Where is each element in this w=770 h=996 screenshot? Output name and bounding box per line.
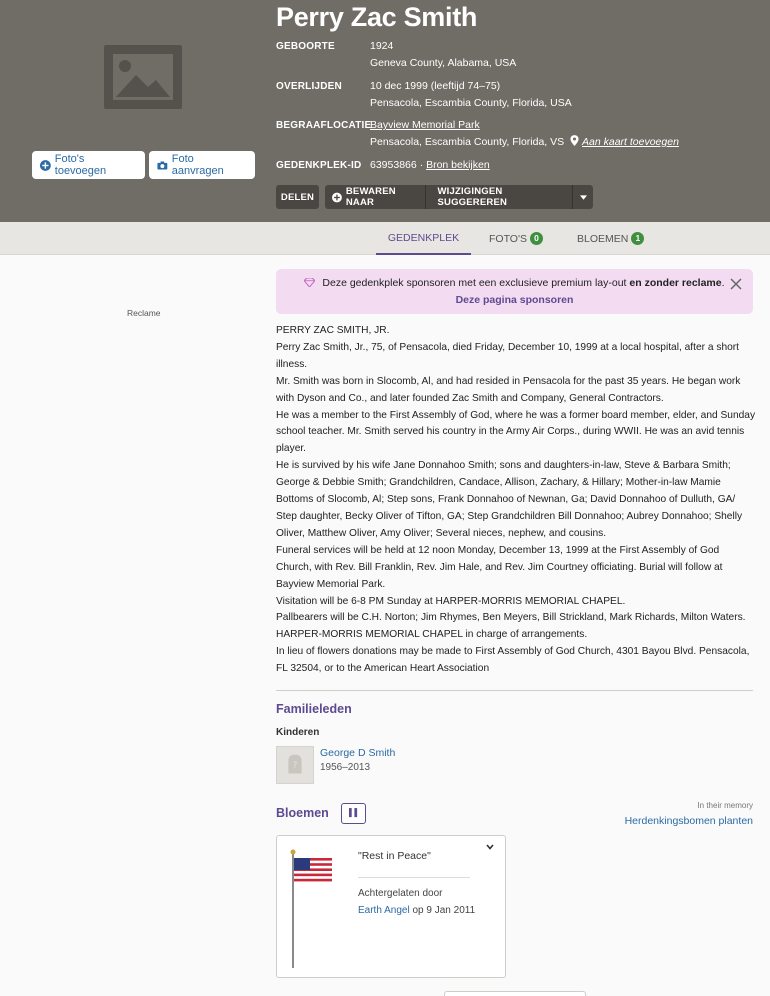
photos-count-badge: 0: [530, 232, 543, 245]
save-to-button[interactable]: [325, 185, 426, 209]
death-place: Pensacola, Escambia County, Florida, USA: [370, 97, 572, 109]
tab-memorial[interactable]: [376, 222, 471, 255]
birth-date: 1924: [370, 40, 394, 52]
plus-circle-icon: [332, 192, 342, 203]
burial-info: [370, 117, 679, 151]
death-info: [370, 78, 572, 112]
memorial-id-label: GEDENKPLEK-ID: [276, 160, 362, 171]
in-memory-label: In their memory: [697, 801, 753, 810]
sponsor-message: [276, 277, 753, 289]
ad-label: Reclame: [127, 308, 161, 318]
bio-paragraph: Mr. Smith was born in Slocomb, Al, and had resided in Pensacola for the past 35 years. He began work with Dyson and Co., and later founded Zac Smith and Company, General Contractors.: [276, 375, 741, 404]
memorial-id-info: [370, 157, 490, 174]
memorial-tabs: [0, 222, 770, 255]
bio-paragraph: PERRY ZAC SMITH, JR.: [276, 325, 390, 336]
birth-info: [370, 38, 516, 72]
headstone-icon: [277, 747, 313, 783]
image-placeholder-icon: [104, 45, 182, 109]
biography: [276, 323, 756, 678]
diamond-icon: [304, 278, 315, 287]
suggest-edits-button[interactable]: WIJZIGINGEN SUGGEREREN: [426, 185, 573, 209]
bio-paragraph: Pallbearers will be C.H. Norton; Jim Rhymes, Ben Meyers, Bill Strickland, Mark Richards, Milton Waters.: [276, 612, 746, 624]
burial-label: BEGRAAFLOCATIE: [276, 120, 372, 131]
section-divider: [276, 690, 753, 691]
flower-left-by: [358, 885, 478, 919]
sponsor-bold-text: en zonder reclame: [629, 277, 722, 289]
flower-date: op 9 Jan 2011: [412, 905, 476, 916]
action-group: [325, 185, 593, 209]
death-label: OVERLIJDEN: [276, 81, 342, 92]
request-photo-button[interactable]: [149, 151, 255, 179]
camera-icon: [157, 160, 168, 171]
next-card-edge: [444, 991, 586, 996]
bio-paragraph: In lieu of flowers donations may be made to First Assembly of God Church, 4301 Bayou Blvd. Pensacola, FL 32504, or to the American Heart Association: [276, 646, 750, 675]
tab-flowers-label: BLOEMEN: [577, 232, 629, 245]
plus-circle-icon: [40, 160, 51, 171]
add-photos-label: Foto's toevoegen: [54, 153, 107, 177]
bio-paragraph: Visitation will be 6-8 PM Sunday at HARPER-MORRIS MEMORIAL CHAPEL.: [276, 595, 626, 607]
birth-label: GEBOORTE: [276, 41, 335, 52]
plant-trees-link[interactable]: Herdenkingsbomen planten: [624, 815, 753, 827]
bio-paragraph: He is survived by his wife Jane Donnahoo Smith; sons and daughters-in-law, Steve & Barbara Smith; George & Debbie Smith; Grandchildren, Candace, Allison, Zachary, & Hillary; Mother-in-law Mamie Bottoms of Slocomb, Al; Step sons, Frank Donnahoo of Newnan, Ga; David Donnahoo of Dulluth, GA/ Step daughter, Becky Oliver of Tifton, GA; Step Grandchildren Bill Donnahoo; Aubrey Donnahoo; Shelly Oliver, Matthew Oliver, Amy Oliver; Several nieces, nephew, and cousins.: [276, 460, 743, 539]
children-label: Kinderen: [276, 727, 320, 738]
add-to-map-link[interactable]: Aan kaart toevoegen: [582, 136, 679, 148]
tab-memorial-label: GEDENKPLEK: [387, 231, 460, 244]
map-pin-icon: [570, 135, 579, 146]
bio-paragraph: Perry Zac Smith, Jr., 75, of Pensacola, died Friday, December 10, 1999 at a local hospital, after a short illness.: [276, 341, 740, 370]
pause-slideshow-button[interactable]: [341, 803, 366, 824]
death-date: 10 dec 1999 (leeftijd 74–75): [370, 80, 501, 92]
memorial-id-value: 63953866 ·: [370, 159, 424, 171]
cemetery-link[interactable]: Bayview Memorial Park: [370, 119, 480, 131]
add-photos-button[interactable]: [32, 151, 145, 179]
flower-message: "Rest in Peace": [358, 850, 431, 862]
tab-photos[interactable]: [489, 222, 543, 255]
left-by-prefix: Achtergelaten door: [358, 888, 443, 899]
tab-flowers[interactable]: [577, 222, 644, 255]
bio-paragraph: He was a member to the First Assembly of God, where he was a former board member, elder, and Sunday school teacher. Mr. Smith served his country in the Army Air Corps., during WWII. He was an avid tennis player.: [276, 409, 756, 455]
pause-icon: [342, 804, 365, 823]
memorial-name: Perry Zac Smith: [276, 2, 478, 32]
bio-paragraph: HARPER-MORRIS MEMORIAL CHAPEL in charge of arrangements.: [276, 629, 588, 641]
flowers-count-badge: 1: [631, 232, 644, 245]
card-separator: [358, 877, 470, 878]
share-button[interactable]: DELEN: [276, 185, 319, 209]
caret-down-icon: [580, 195, 587, 200]
request-photo-label: Foto aanvragen: [171, 153, 224, 177]
american-flag-icon: [287, 848, 337, 970]
memorial-header: [0, 0, 770, 222]
sponsor-page-link[interactable]: Deze pagina sponsoren: [455, 294, 574, 306]
child-headstone-thumbnail[interactable]: [276, 746, 314, 784]
flowers-title: Bloemen: [276, 806, 329, 820]
close-icon[interactable]: [729, 277, 743, 291]
birth-place: Geneva County, Alabama, USA: [370, 57, 517, 69]
save-to-label: BEWAREN NAAR: [345, 186, 396, 208]
tab-photos-label: FOTO'S: [489, 232, 527, 245]
chevron-down-icon[interactable]: [485, 842, 495, 852]
view-source-link[interactable]: Bron bekijken: [426, 159, 490, 171]
sponsor-text: Deze gedenkplek sponsoren met een exclusieve premium lay-out: [322, 277, 627, 289]
sponsor-period: .: [721, 277, 725, 289]
sponsor-banner: [276, 269, 753, 314]
family-title: Familieleden: [276, 702, 352, 716]
bio-paragraph: Funeral services will be held at 12 noon Monday, December 13, 1999 at the First Assembly of God Church, with Rev. Bill Franklin, Rev. Jim Hale, and Rev. Jim Courtney officiating. Burial will follow at Bayview Memorial Park.: [276, 544, 723, 590]
svg-text:?: ?: [292, 760, 298, 771]
flower-author-link[interactable]: Earth Angel: [358, 905, 410, 916]
child-name-link[interactable]: George D Smith: [320, 747, 396, 759]
burial-place: Pensacola, Escambia County, Florida, VS: [370, 136, 565, 148]
child-dates: 1956–2013: [320, 762, 371, 773]
more-actions-dropdown[interactable]: [573, 185, 593, 209]
flower-card: [276, 835, 506, 978]
